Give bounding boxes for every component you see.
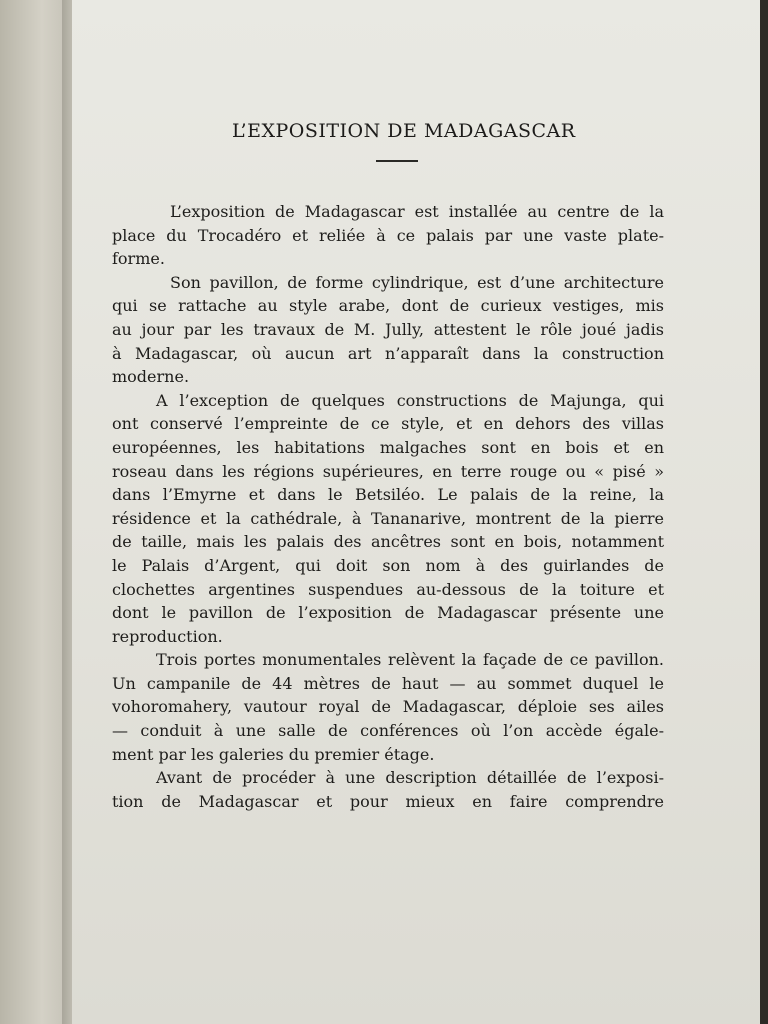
text-line: clochettes argentines suspendues au-dessous de la toiture et — [112, 579, 664, 599]
chapter-title: L’EXPOSITION DE MADAGASCAR — [232, 120, 576, 142]
text-line: au jour par les travaux de M. Jully, attestent le rôle joué jadis — [112, 319, 664, 339]
text-line: forme. — [112, 249, 165, 269]
left-page-edge — [0, 0, 70, 1024]
text-line: moderne. — [112, 367, 190, 387]
text-line: vohoromahery, vautour royal de Madagascar, déploie ses ailes — [112, 697, 664, 717]
text-line: place du Trocadéro et reliée à ce palais par une vaste plate- — [112, 225, 664, 245]
text-line: de taille, mais les palais des ancêtres sont en bois, notamment — [112, 532, 664, 552]
text-line: ont conservé l’empreinte de ce style, et en dehors des villas — [112, 414, 664, 434]
text-line: Trois portes monumentales relèvent la façade de ce pavillon. — [156, 650, 664, 670]
text-line: ment par les galeries du premier étage. — [112, 744, 435, 764]
text-line: dont le pavillon de l’exposition de Madagascar présente une — [112, 603, 664, 623]
text-line: tion de Madagascar et pour mieux en faire comprendre — [112, 791, 664, 811]
text-line: A l’exception de quelques constructions de Majunga, qui — [156, 390, 664, 410]
text-line: Son pavillon, de forme cylindrique, est d’une architecture — [170, 272, 664, 292]
title-rule — [376, 160, 418, 162]
page-edge-shadow — [760, 0, 768, 1024]
text-line: L’exposition de Madagascar est installée au centre de la — [170, 202, 664, 221]
text-line: européennes, les habitations malgaches sont en bois et en — [112, 437, 664, 457]
text-line: Avant de procéder à une description détaillée de l’exposi- — [156, 768, 664, 788]
text-line: dans l’Emyrne et dans le Betsiléo. Le palais de la reine, la — [112, 485, 664, 505]
text-line: résidence et la cathédrale, à Tananarive, montrent de la pierre — [112, 508, 664, 528]
text-line: qui se rattache au style arabe, dont de curieux vestiges, mis — [112, 296, 664, 316]
text-line: — conduit à une salle de conférences où l’on accède égale- — [112, 721, 664, 741]
text-line: Un campanile de 44 mètres de haut — au sommet duquel le — [112, 673, 664, 693]
text-line: le Palais d’Argent, qui doit son nom à des guirlandes de — [112, 555, 664, 575]
text-line: à Madagascar, où aucun art n’apparaît dans la construction — [112, 343, 664, 363]
text-line: roseau dans les régions supérieures, en terre rouge ou « pisé » — [112, 461, 664, 481]
text-line: reproduction. — [112, 626, 223, 646]
body-text — [112, 200, 664, 813]
